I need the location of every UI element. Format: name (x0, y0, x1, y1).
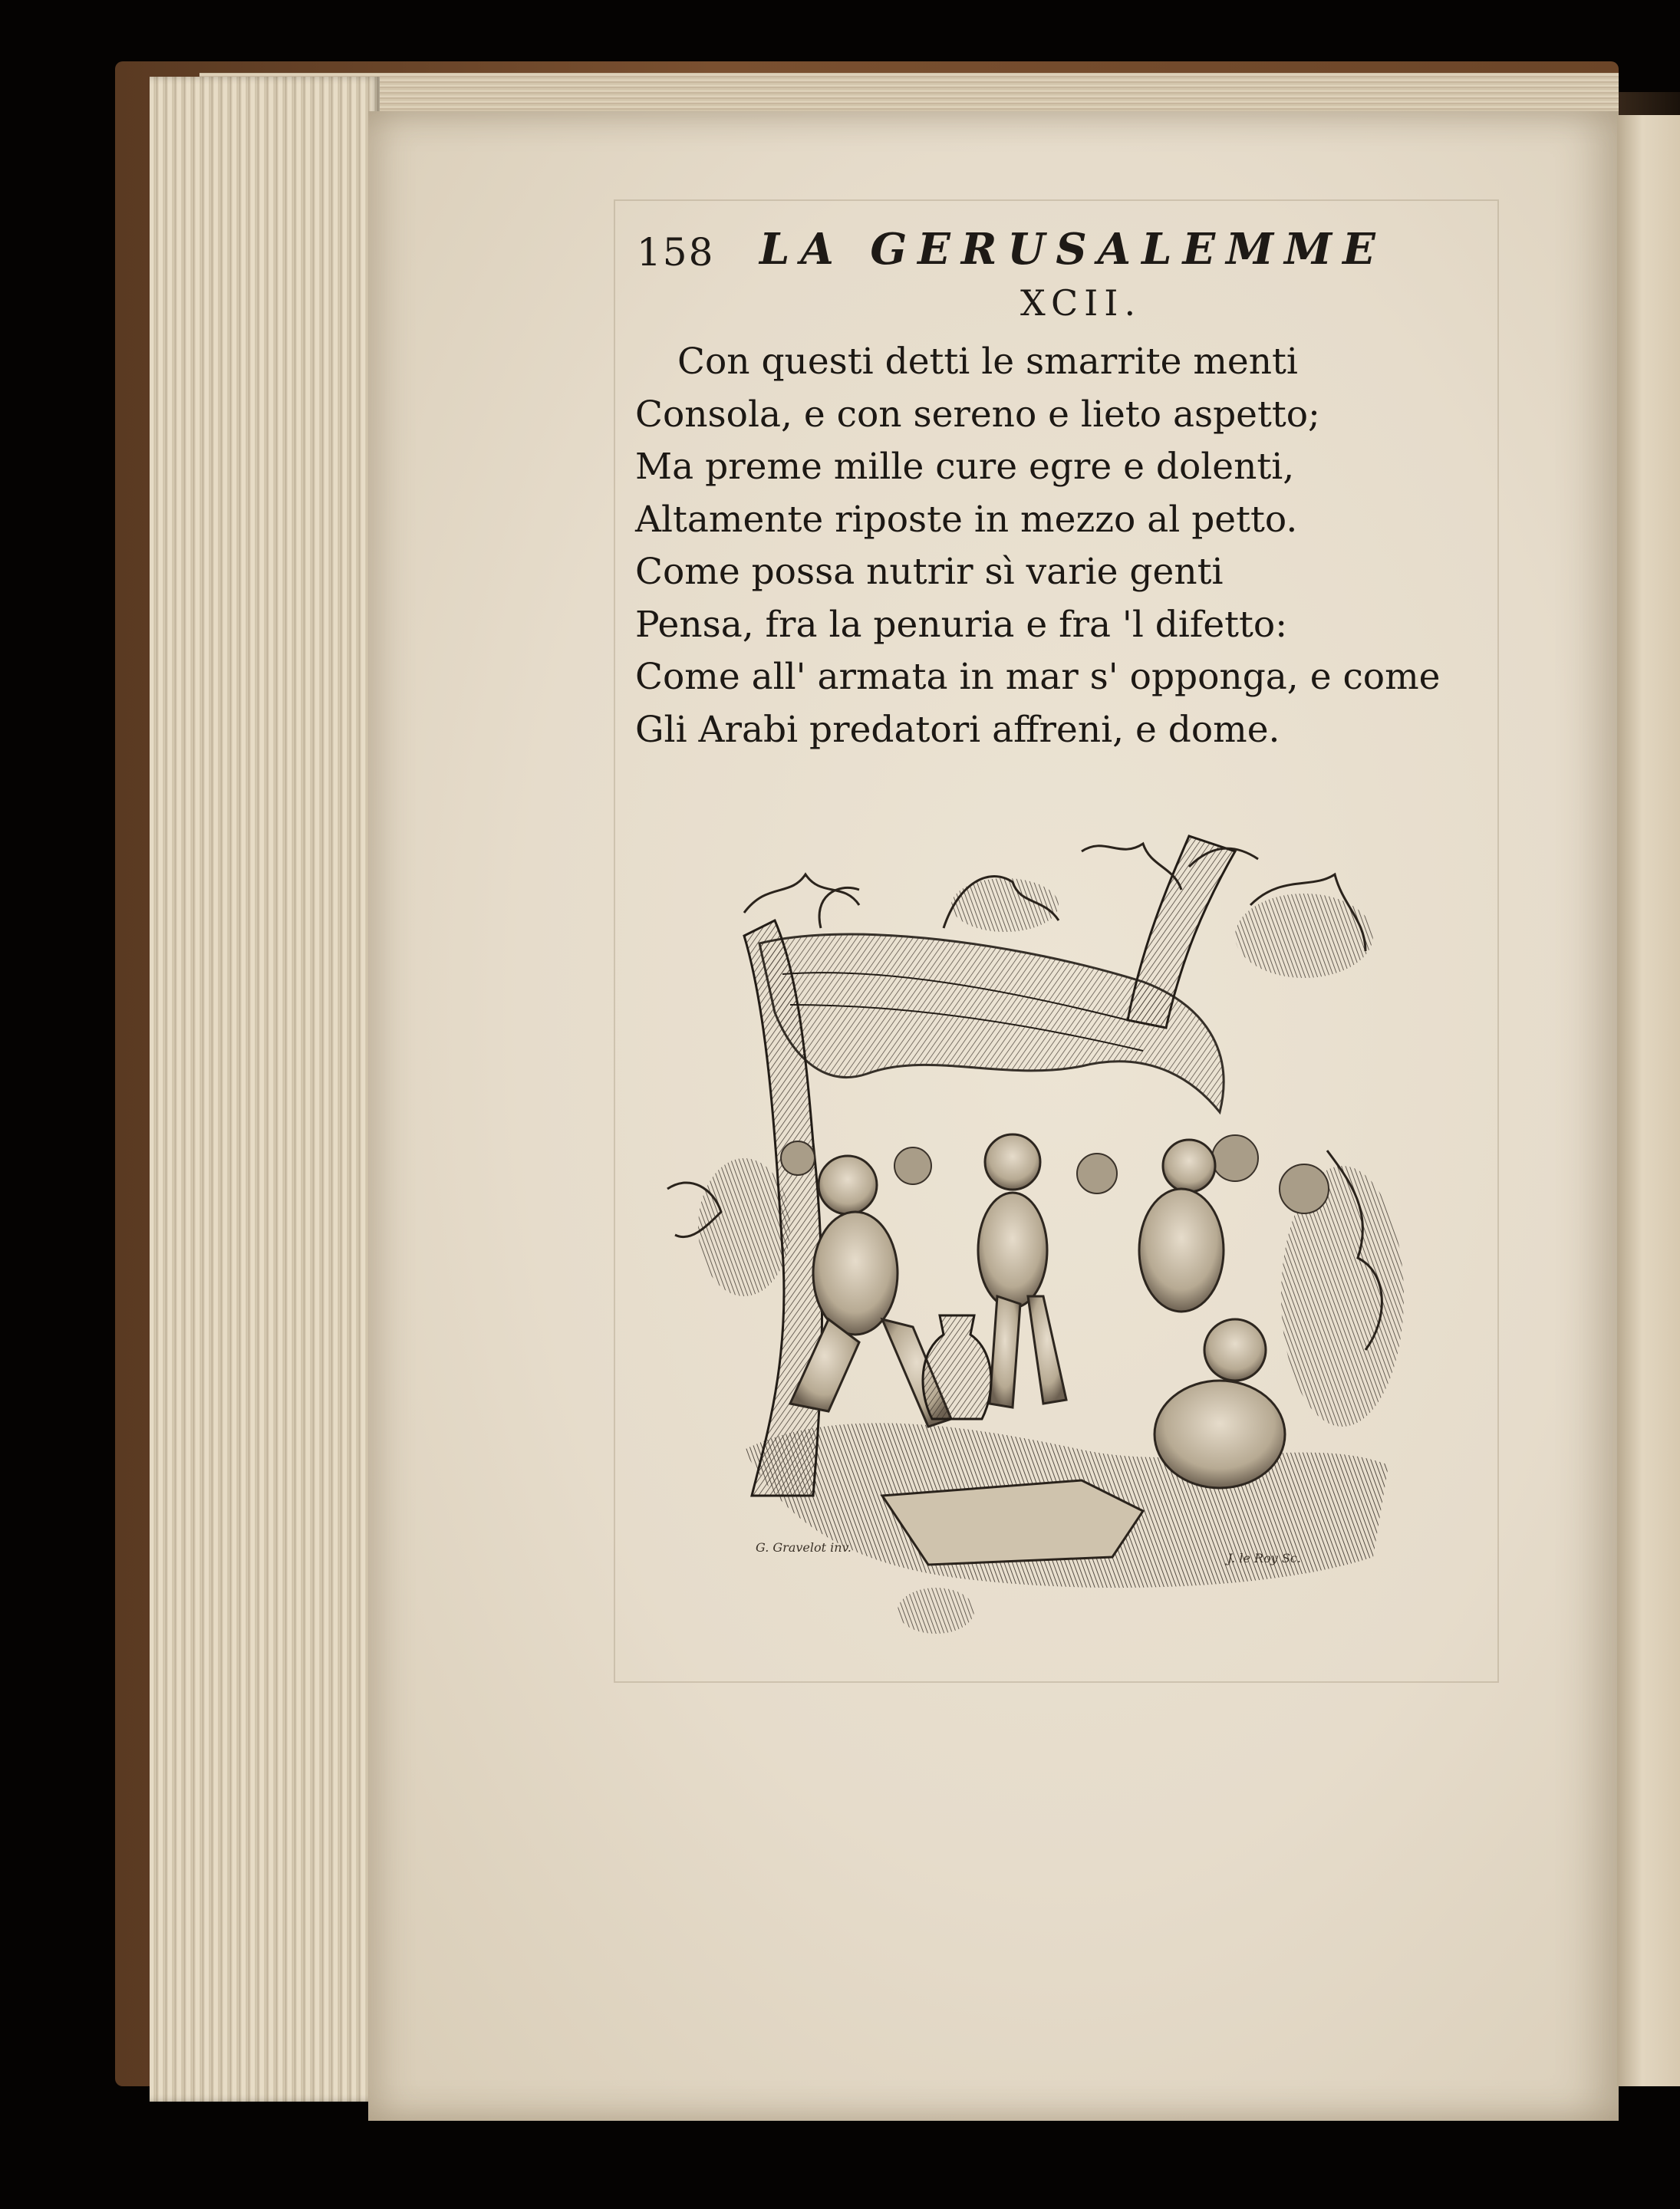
jar (923, 1315, 991, 1419)
page-number: 158 (637, 230, 715, 275)
stanza-verse (635, 336, 1494, 756)
stanza-number: XCII. (1020, 282, 1142, 324)
running-title: LA GERUSALEMME (759, 224, 1386, 275)
page-edges-stack (150, 77, 380, 2102)
engraving-signature-left: G. Gravelot inv. (756, 1540, 852, 1555)
verse-line: Pensa, fra la penuria e fra 'l difetto: (635, 603, 1288, 646)
rocks (882, 1480, 1143, 1565)
engraving-vignette (652, 821, 1458, 1664)
verse-line: Altamente riposte in mezzo al petto. (635, 498, 1298, 541)
engraving-signature-right: J. le Roy Sc. (1227, 1551, 1301, 1565)
running-header (637, 224, 1404, 278)
verse-line: Gli Arabi predatori affreni, e dome. (635, 708, 1280, 751)
verse-line: Come all' armata in mar s' opponga, e come (635, 656, 1441, 698)
facing-page-edge (1617, 115, 1680, 2086)
verse-line: Con questi detti le smarrite menti (677, 341, 1298, 383)
verse-line: Come possa nutrir sì varie genti (635, 551, 1224, 593)
verse-line: Consola, e con sereno e lieto aspetto; (635, 393, 1320, 436)
verse-line: Ma preme mille cure egre e dolenti, (635, 446, 1295, 488)
